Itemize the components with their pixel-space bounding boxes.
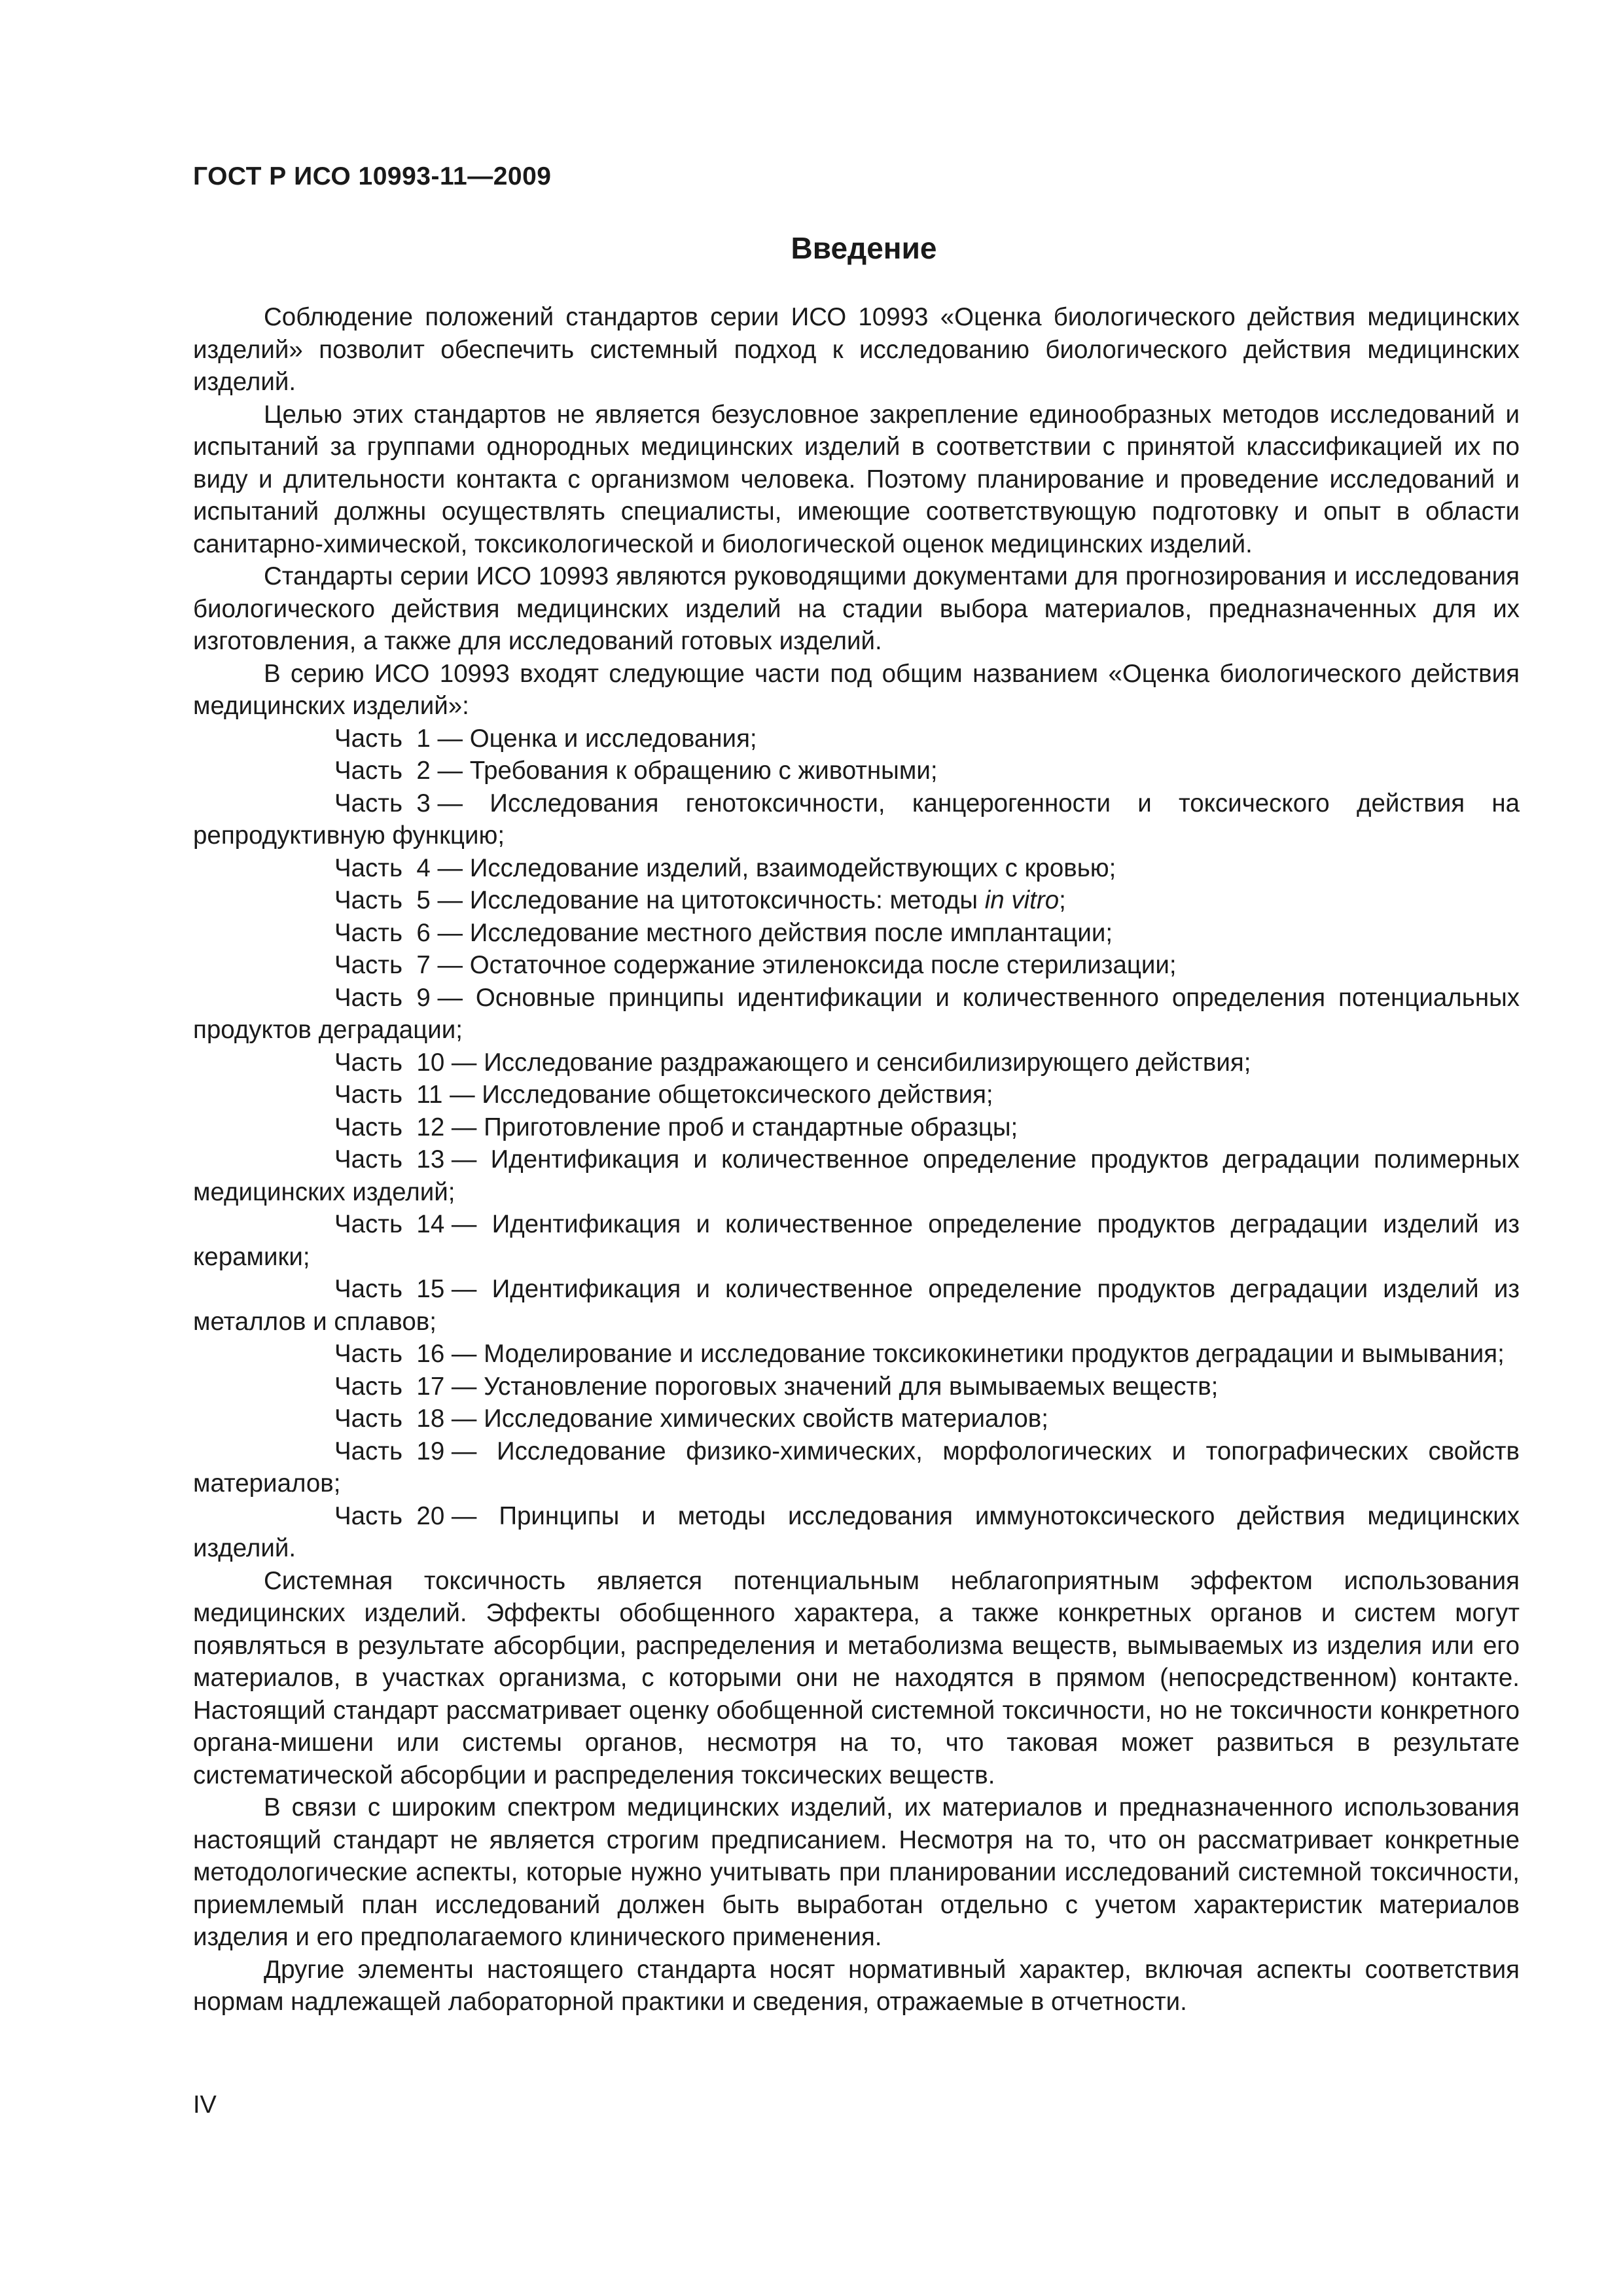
part-label: Часть 11 —: [334, 1081, 475, 1109]
part-item: [193, 884, 1520, 917]
part-text: Исследование изделий, взаимодействующих с кровью;: [463, 853, 1116, 882]
part-item: [193, 949, 1520, 982]
part-item: [193, 1273, 1520, 1338]
part-text: Идентификация и количественное определение продуктов деградации изделий из керамики;: [193, 1210, 1520, 1271]
part-text: Исследование местного действия после имплантации;: [463, 918, 1113, 947]
intro-paragraph-2: Целью этих стандартов не является безусловное закрепление единообразных методов исследований и испытаний за группами однородных медицинских изделий в соответствии с принятой классификацией их по виду и длительности контакта с организмом человека. Поэтому планирование и проведение исследований и испытаний должны осуществлять специалисты, имеющие соответствующую подготовку и опыт в области санитарно-химической, токсикологической и биологической оценок медицинских изделий.: [193, 400, 1520, 558]
part-label: Часть 17 —: [334, 1372, 477, 1401]
parts-list: [193, 723, 1520, 1565]
part-text: Принципы и методы исследования иммунотоксического действия медицинских изделий.: [193, 1501, 1520, 1562]
part-item: [193, 1371, 1520, 1403]
part-text: Исследование физико-химических, морфологических и топографических свойств материалов;: [193, 1437, 1520, 1498]
part-label: Часть 1 —: [334, 724, 463, 753]
document-header: ГОСТ Р ИСО 10993-11—2009: [193, 162, 552, 190]
closing-paragraph-2: В связи с широким спектром медицинских изделий, их материалов и предназначенного использования настоящий стандарт не является строгим предписанием. Несмотря на то, что он рассматривает конкретные методологические аспекты, которые нужно учитывать при планировании исследований системной токсичности, приемлемый план исследований должен быть выработан отдельно с учетом характеристик материалов изделия и его предполагаемого клинического применения.: [193, 1793, 1520, 1951]
part-text: Приготовление проб и стандартные образцы;: [476, 1113, 1018, 1141]
part-item: [193, 1111, 1520, 1144]
section-title: [0, 230, 1623, 266]
part-label: Часть 2 —: [334, 757, 463, 785]
part-item: [193, 787, 1520, 852]
part-item: [193, 1143, 1520, 1208]
part-label: Часть 18 —: [334, 1405, 477, 1433]
part-item: [193, 1079, 1520, 1111]
part-label: Часть 4 —: [334, 853, 463, 882]
body-text: [193, 301, 1520, 2018]
part-item: [193, 1338, 1520, 1371]
part-text: Идентификация и количественное определение продуктов деградации изделий из металлов и сплавов;: [193, 1275, 1520, 1336]
part-label: Часть 3 —: [334, 789, 463, 817]
part-label: Часть 16 —: [334, 1340, 477, 1368]
part-text: Идентификация и количественное определение продуктов деградации полимерных медицинских изделий;: [193, 1145, 1520, 1206]
part-label: Часть 15 —: [334, 1275, 477, 1303]
part-label: Часть 9 —: [334, 983, 463, 1012]
intro-paragraph-4: В серию ИСО 10993 входят следующие части под общим названием «Оценка биологического действия медицинских изделий»:: [193, 659, 1520, 720]
part-item: [193, 917, 1520, 950]
part-label: Часть 6 —: [334, 918, 463, 947]
part-text: Остаточное содержание этиленоксида после стерилизации;: [463, 951, 1177, 979]
part-label: Часть 13 —: [334, 1145, 477, 1174]
part-text: Требования к обращению с животными;: [463, 757, 938, 785]
part-item: [193, 1047, 1520, 1079]
part-label: Часть 5 —: [334, 886, 463, 914]
part-item: [193, 755, 1520, 787]
intro-paragraph-1: Соблюдение положений стандартов серии ИСО 10993 «Оценка биологического действия медицинских изделий» позволит обеспечить системный подход к исследованию биологического действия медицинских изделий.: [193, 303, 1520, 396]
page-number: IV: [193, 2091, 217, 2119]
part-text: Основные принципы идентификации и количественного определения потенциальных продуктов деградации;: [193, 983, 1520, 1044]
part-label: Часть 19 —: [334, 1437, 477, 1465]
part-item: [193, 982, 1520, 1047]
part-text: Моделирование и исследование токсикокинетики продуктов деградации и вымывания;: [476, 1340, 1505, 1368]
part-item: [193, 1500, 1520, 1565]
part-label: Часть 10 —: [334, 1048, 477, 1077]
part-item: [193, 723, 1520, 755]
part-item: [193, 1435, 1520, 1500]
part-label: Часть 12 —: [334, 1113, 477, 1141]
part-text: Исследование общетоксического действия;: [474, 1081, 993, 1109]
part-text: Исследование химических свойств материалов;: [476, 1405, 1048, 1433]
part-text: Исследование на цитотоксичность: методы: [463, 886, 985, 914]
part-text: Установление пороговых значений для вымываемых веществ;: [476, 1372, 1219, 1401]
intro-paragraph-3: Стандарты серии ИСО 10993 являются руководящими документами для прогнозирования и исследования биологического действия медицинских изделий на стадии выбора материалов, предназначенных для их изготовления, а также для исследований готовых изделий.: [193, 562, 1520, 655]
part-label: Часть 14 —: [334, 1210, 477, 1238]
part-label: Часть 7 —: [334, 951, 463, 979]
closing-paragraph-3: Другие элементы настоящего стандарта носят нормативный характер, включая аспекты соответствия нормам надлежащей лабораторной практики и сведения, отражаемые в отчетности.: [193, 1955, 1520, 2016]
closing-paragraph-1: Системная токсичность является потенциальным неблагоприятным эффектом использования медицинских изделий. Эффекты обобщенного характера, а также конкретных органов и систем могут появляться в результате абсорбции, распределения и метаболизма веществ, вымываемых из изделия или его материалов, в участках организма, с которыми они не находятся в прямом (непосредственном) контакте. Настоящий стандарт рассматривает оценку обобщенной системной токсичности, но не токсичности конкретного органа-мишени или системы органов, несмотря на то, что таковая может развиться в результате систематической абсорбции и распределения токсических веществ.: [193, 1566, 1520, 1789]
part-item: [193, 852, 1520, 885]
section-title-text: Введение: [791, 231, 937, 265]
part-text: Оценка и исследования;: [463, 724, 757, 753]
part-text-tail: ;: [1059, 886, 1066, 914]
part-text: Исследование раздражающего и сенсибилизирующего действия;: [476, 1048, 1251, 1077]
part-text-italic: in vitro: [984, 886, 1060, 914]
part-item: [193, 1208, 1520, 1273]
part-label: Часть 20 —: [334, 1501, 477, 1530]
part-item: [193, 1403, 1520, 1435]
part-text: Исследования генотоксичности, канцерогенности и токсического действия на репродуктивную функцию;: [193, 789, 1520, 850]
